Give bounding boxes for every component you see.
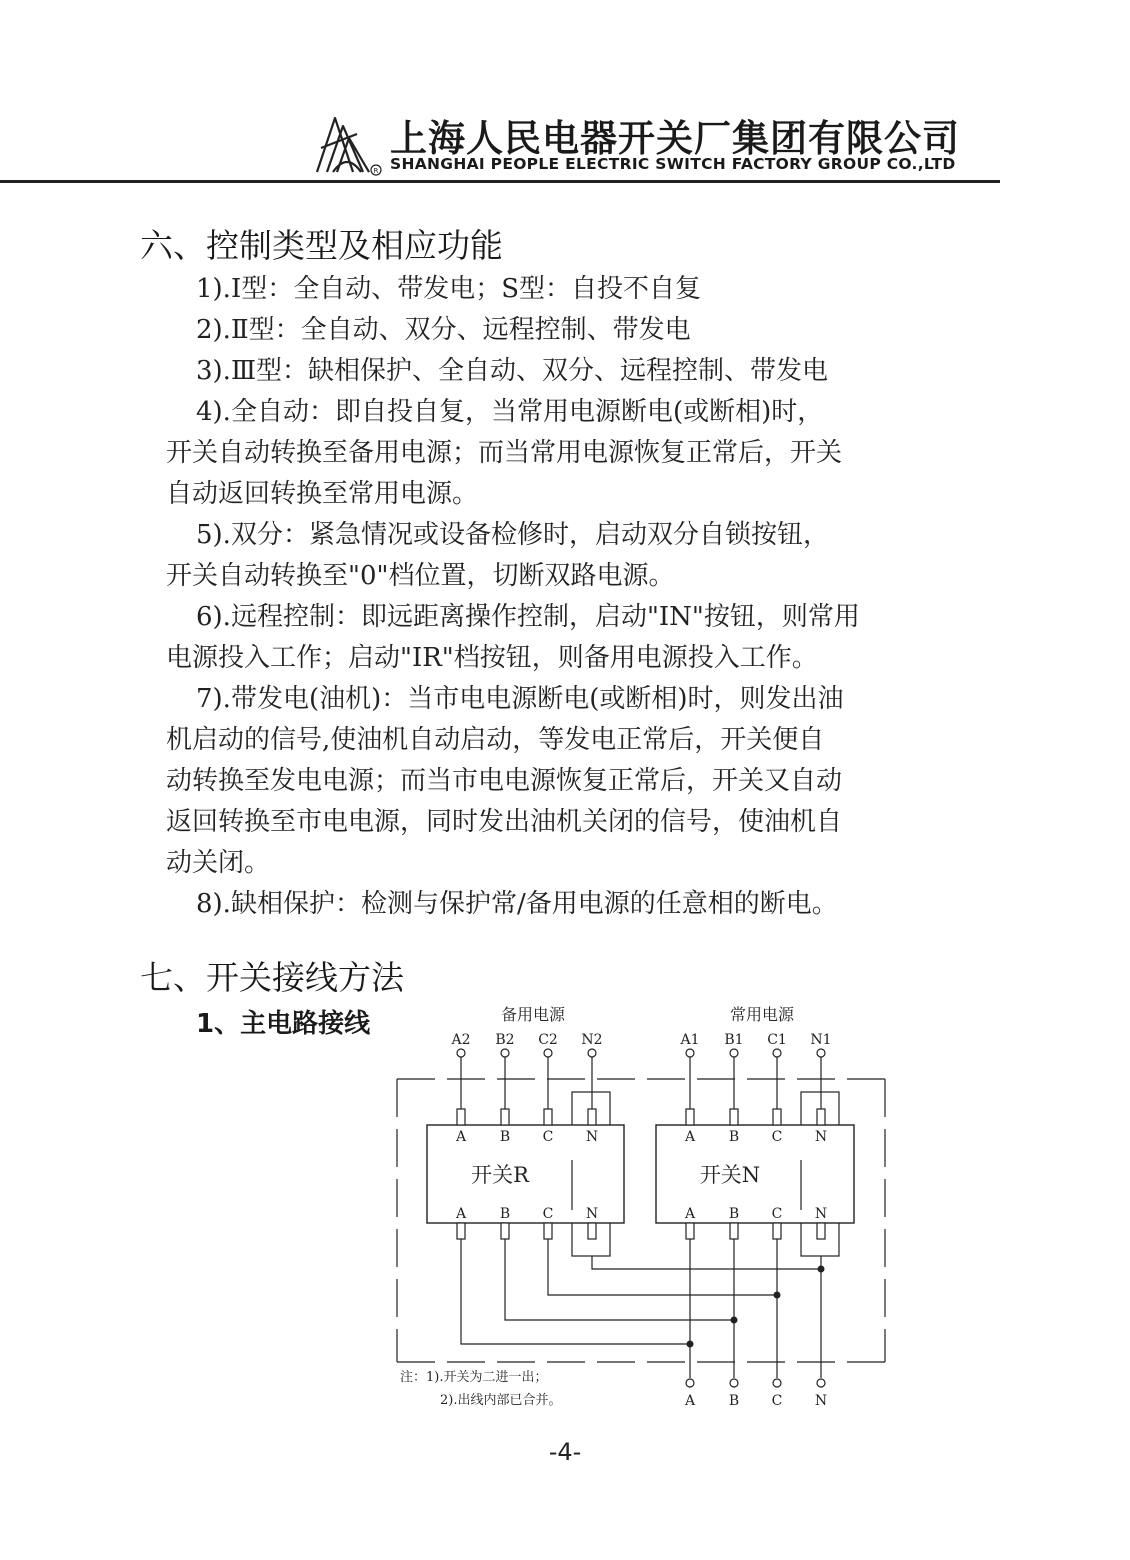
company-name-en: SHANGHAI PEOPLE ELECTRIC SWITCH FACTORY GROUP CO.,LTD xyxy=(390,155,956,173)
header-divider xyxy=(0,180,1000,183)
section-6-line: 开关自动转换至备用电源；而当常用电源恢复正常后，开关 xyxy=(166,438,843,468)
terminal-circle xyxy=(686,1049,694,1057)
terminal-circle xyxy=(588,1049,596,1057)
pole-label: N xyxy=(814,1129,828,1145)
pole-label: N xyxy=(585,1129,599,1145)
pole-label: A xyxy=(455,1206,467,1222)
section-6-line: 1).Ⅰ型：全自动、带发电；S型：自投不自复 xyxy=(196,274,702,304)
junction-dots xyxy=(687,1266,825,1348)
section-6-line: 2).Ⅱ型：全自动、双分、远程控制、带发电 xyxy=(196,315,691,345)
switch-n-label: 开关N xyxy=(699,1163,761,1187)
input-terminals xyxy=(457,1049,825,1057)
switch-r-label: 开关R xyxy=(471,1163,529,1187)
company-logo-icon xyxy=(313,112,383,176)
terminal-label: N2 xyxy=(581,1032,603,1048)
output-terminal-labels xyxy=(684,1393,827,1409)
pole-label: B xyxy=(499,1206,511,1222)
terminal-label: N1 xyxy=(810,1032,832,1048)
backup-source-label: 备用电源 xyxy=(500,1005,566,1024)
section-6-line: 自动返回转换至常用电源。 xyxy=(166,479,479,509)
section-6-line: 3).Ⅲ型：缺相保护、全自动、双分、远程控制、带发电 xyxy=(196,356,829,386)
section-6-title: 六、控制类型及相应功能 xyxy=(140,226,503,265)
input-terminal-labels xyxy=(450,1032,831,1048)
svg-text:R: R xyxy=(373,167,379,175)
company-name-cn: 上海人民电器开关厂集团有限公司 xyxy=(390,117,960,160)
section-6-line: 4).全自动：即自投自复，当常用电源断电(或断相)时， xyxy=(196,397,824,427)
page-header xyxy=(0,0,1130,190)
terminal-circle xyxy=(730,1379,738,1387)
section-6-line: 返回转换至市电电源，同时发出油机关闭的信号，使油机自 xyxy=(166,807,843,837)
terminal-label: C1 xyxy=(767,1032,787,1048)
terminal-circle xyxy=(773,1049,781,1057)
section-7-subtitle: 1、主电路接线 xyxy=(196,1009,371,1039)
terminal-circle xyxy=(544,1049,552,1057)
terminal-circle xyxy=(773,1379,781,1387)
section-7-title: 七、开关接线方法 xyxy=(140,958,404,997)
terminal-circle xyxy=(817,1379,825,1387)
output-terminals xyxy=(686,1379,825,1387)
wiring-diagram xyxy=(380,995,900,1415)
pole-label: A xyxy=(684,1206,696,1222)
output-combining-wires xyxy=(461,1239,821,1378)
output-label: C xyxy=(771,1393,783,1409)
terminal-circle xyxy=(817,1049,825,1057)
pole-label: B xyxy=(728,1129,740,1145)
terminal-circle xyxy=(501,1049,509,1057)
input-wires xyxy=(461,1057,821,1109)
output-label: N xyxy=(814,1393,828,1409)
terminal-circle xyxy=(457,1049,465,1057)
section-6-line: 开关自动转换至"0"档位置，切断双路电源。 xyxy=(166,561,675,591)
section-6-line: 动转换至发电电源；而当市电电源恢复正常后，开关又自动 xyxy=(166,766,843,796)
pole-label: B xyxy=(728,1206,740,1222)
terminal-label: A2 xyxy=(451,1032,471,1048)
pole-label: B xyxy=(499,1129,511,1145)
diagram-note: 2).出线内部已合并。 xyxy=(440,1393,562,1408)
pole-label: A xyxy=(684,1129,696,1145)
pole-label: C xyxy=(771,1129,783,1145)
pole-label: C xyxy=(542,1206,554,1222)
section-6-line: 机启动的信号,使油机自动启动，等发电正常后，开关便自 xyxy=(166,725,825,755)
section-6-line: 电源投入工作；启动"IR"档按钮，则备用电源投入工作。 xyxy=(166,643,818,673)
pole-label: A xyxy=(455,1129,467,1145)
output-label: A xyxy=(684,1393,696,1409)
normal-source-label: 常用电源 xyxy=(729,1005,795,1024)
pole-label: N xyxy=(814,1206,828,1222)
diagram-notes xyxy=(400,1369,561,1408)
output-label: B xyxy=(728,1393,740,1409)
pole-label: C xyxy=(771,1206,783,1222)
diagram-source-labels xyxy=(501,1005,795,1024)
section-6-line: 8).缺相保护：检测与保护常/备用电源的任意相的断电。 xyxy=(196,889,838,919)
page-number: -4- xyxy=(548,1438,582,1466)
terminal-circle xyxy=(686,1379,694,1387)
section-6-line: 5).双分：紧急情况或设备检修时，启动双分自锁按钮， xyxy=(196,520,829,550)
pole-label: N xyxy=(585,1206,599,1222)
diagram-note: 注：1).开关为二进一出； xyxy=(400,1370,548,1385)
terminal-label: B2 xyxy=(495,1032,515,1048)
terminal-label: A1 xyxy=(680,1032,700,1048)
section-6-line: 7).带发电(油机)：当市电电源断电(或断相)时，则发出油 xyxy=(196,684,844,714)
section-6-line: 6).远程控制：即远距离操作控制，启动"IN"按钮，则常用 xyxy=(196,602,860,632)
pole-label: C xyxy=(542,1129,554,1145)
terminal-label: B1 xyxy=(724,1032,744,1048)
terminal-label: C2 xyxy=(538,1032,558,1048)
terminal-circle xyxy=(730,1049,738,1057)
section-6-line: 动关闭。 xyxy=(166,848,271,878)
